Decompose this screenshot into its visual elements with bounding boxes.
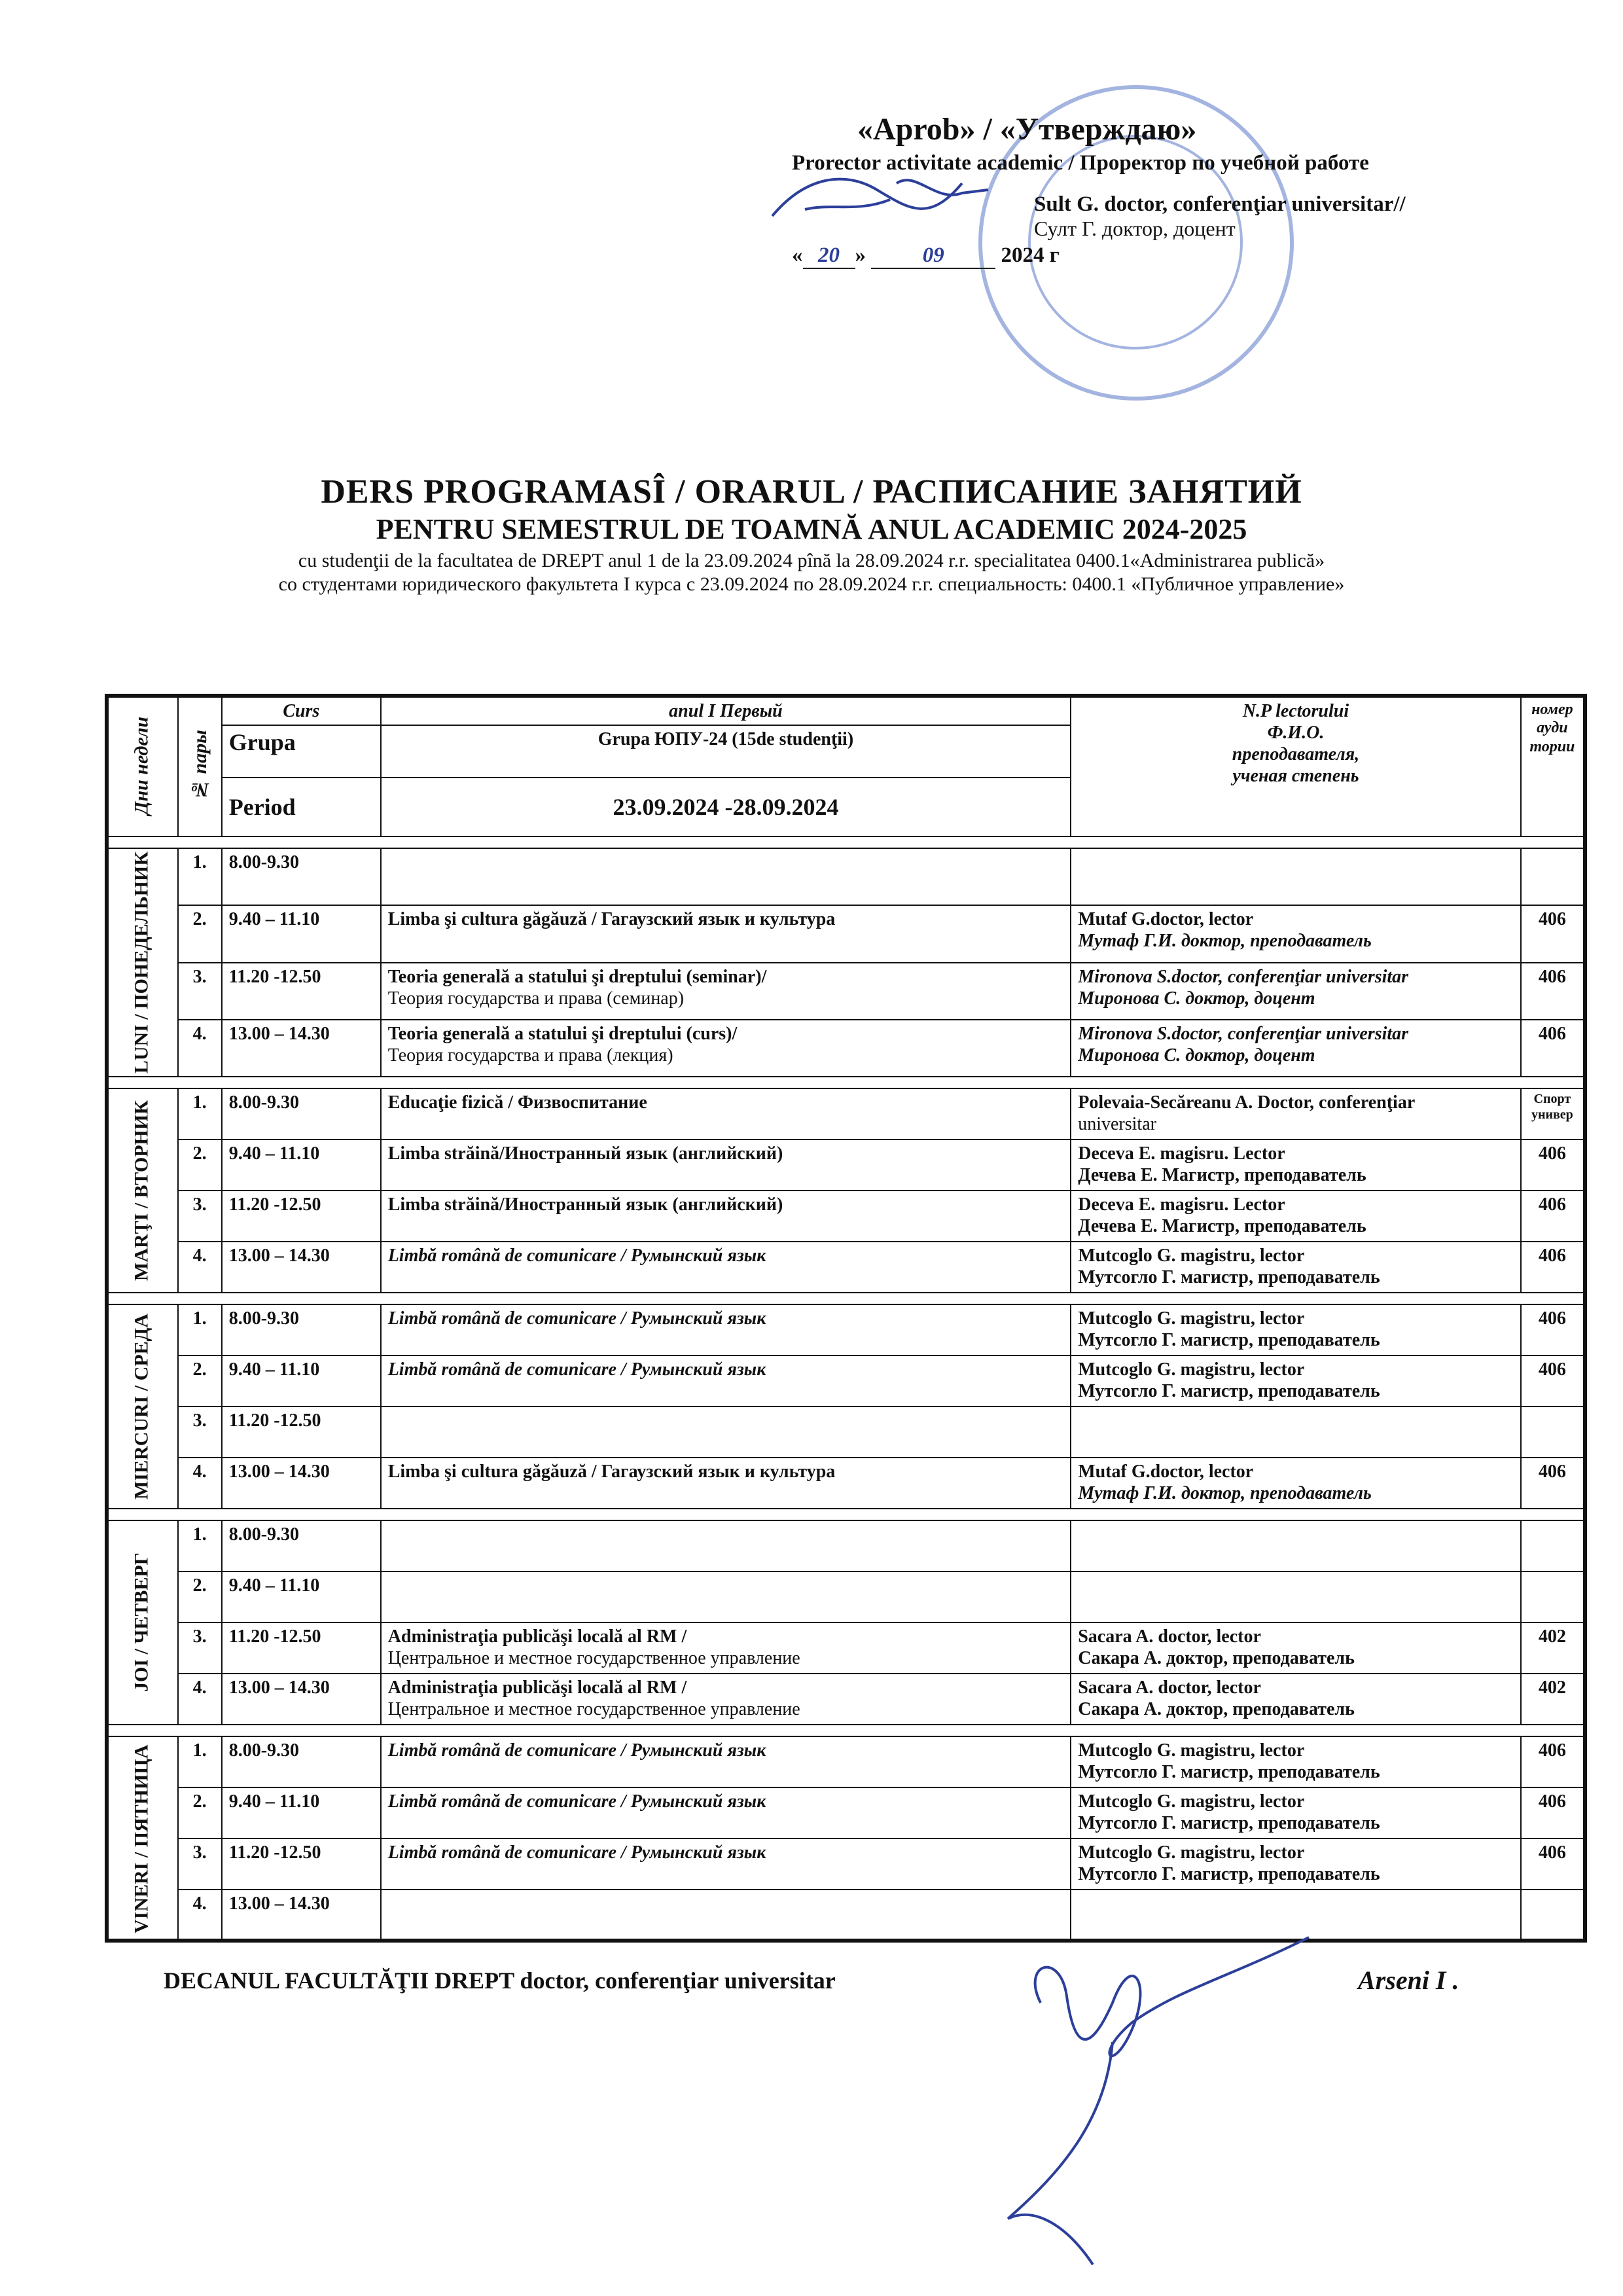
schedule-row — [107, 848, 1585, 905]
lecturer-line-1: Mutcoglo G. magistru, lector — [1078, 1842, 1305, 1863]
room-number — [1521, 1571, 1585, 1623]
schedule-row — [107, 1020, 1585, 1077]
subject-line-1: Limbă română de comunicare / Румынский язык — [387, 1246, 766, 1266]
room-number — [1521, 1520, 1585, 1571]
separator-cell — [107, 1077, 1585, 1088]
pair-time: 8.00-9.30 — [222, 1736, 381, 1787]
lecturer-line-1: Sacara A. doctor, lector — [1078, 1677, 1261, 1698]
lecturer-cell — [1071, 1458, 1521, 1509]
pair-column-header: № пары — [178, 696, 222, 836]
lecturer-header-4: ученая степень — [1232, 766, 1359, 787]
lecturer-cell — [1071, 1520, 1521, 1571]
grupa-label: Grupa — [222, 725, 381, 778]
grupa-value: Grupa ЮПУ-24 (15de studenţii) — [381, 725, 1071, 778]
subject-line-1: Limbă română de comunicare / Румынский язык — [387, 1359, 766, 1380]
lecturer-line-1: Sacara A. doctor, lector — [1078, 1626, 1261, 1647]
lecturer-line-1: Deceva E. magisru. Lector — [1078, 1194, 1285, 1215]
room-header-1: номер — [1531, 701, 1573, 718]
pair-number: 2. — [178, 1571, 222, 1623]
subject-line-1: Limba şi cultura găgăuză / Гагаузский язык и культура — [387, 1462, 836, 1482]
lecturer-line-2: Мутаф Г.И. доктор, преподаватель — [1078, 931, 1372, 952]
pair-number: 2. — [178, 1139, 222, 1191]
subject-cell — [381, 1304, 1071, 1355]
pair-number: 1. — [178, 1736, 222, 1787]
subject-cell — [381, 905, 1071, 962]
subject-line-1: Limba străină/Иностранный язык (английский) — [387, 1143, 783, 1164]
separator-cell — [107, 1293, 1585, 1304]
pair-number: 4. — [178, 1674, 222, 1725]
schedule-row — [107, 963, 1585, 1020]
pair-time: 13.00 – 14.30 — [222, 1020, 381, 1077]
lecturer-line-2: Миронова С. доктор, доцент — [1078, 1045, 1315, 1066]
room-header-2: ауди — [1537, 719, 1568, 737]
lecturer-header-3: преподавателя, — [1232, 744, 1360, 765]
room-number: 406 — [1521, 963, 1585, 1020]
subject-cell — [381, 848, 1071, 905]
room-number: 406 — [1521, 1839, 1585, 1890]
day-separator — [107, 1509, 1585, 1520]
lecturer-cell — [1071, 1623, 1521, 1674]
day-separator — [107, 836, 1585, 848]
pair-time: 11.20 -12.50 — [222, 1623, 381, 1674]
schedule-row — [107, 1623, 1585, 1674]
day-separator — [107, 1077, 1585, 1088]
schedule-table — [105, 694, 1587, 1943]
pair-time: 13.00 – 14.30 — [222, 1890, 381, 1941]
lecturer-header-1: N.P lectorului — [1242, 701, 1349, 721]
room-number: 406 — [1521, 1355, 1585, 1407]
pair-time: 11.20 -12.50 — [222, 1191, 381, 1242]
header-row-curs — [107, 696, 1585, 725]
room-number: 406 — [1521, 1458, 1585, 1509]
lecturer-line-1: Mironova S.doctor, conferenţiar universitar — [1078, 966, 1409, 987]
day-separator — [107, 1725, 1585, 1736]
schedule-row — [107, 1242, 1585, 1293]
lecturer-line-2: Мутcоглo Г. магистр, преподаватель — [1078, 1381, 1380, 1402]
subject-line-1: Limbă română de comunicare / Румынский язык — [387, 1308, 766, 1329]
dean-signature — [982, 1924, 1348, 2291]
subject-cell — [381, 1571, 1071, 1623]
days-column-header: Дни недели — [107, 696, 178, 836]
pair-time: 11.20 -12.50 — [222, 1407, 381, 1458]
lecturer-line-1: Mutcoglo G. magistru, lector — [1078, 1246, 1305, 1266]
lecturer-column-header — [1071, 696, 1521, 836]
date-day: 20 — [803, 243, 855, 269]
room-number — [1521, 1407, 1585, 1458]
period-label: Period — [222, 778, 381, 836]
date-quote-close: » — [855, 243, 866, 267]
period-value: 23.09.2024 -28.09.2024 — [381, 778, 1071, 836]
schedule-row — [107, 1890, 1585, 1941]
approval-position: Prorector activitate academic / Проректор по учебной работе — [792, 151, 1369, 175]
schedule-row — [107, 905, 1585, 962]
pair-time: 13.00 – 14.30 — [222, 1458, 381, 1509]
pair-time: 8.00-9.30 — [222, 1520, 381, 1571]
pair-time: 8.00-9.30 — [222, 848, 381, 905]
approval-name-ru: Султ Г. доктор, доцент — [1034, 217, 1236, 240]
subject-line-1: Teoria generală a statului şi dreptului (curs)/ — [387, 1023, 738, 1044]
subject-cell — [381, 1839, 1071, 1890]
room-number: 406 — [1521, 1139, 1585, 1191]
room-number: 406 — [1521, 1191, 1585, 1242]
subject-cell — [381, 1787, 1071, 1839]
lecturer-line-2: Сакара А. доктор, преподаватель — [1078, 1648, 1355, 1669]
subject-line-2: Теория государства и права (лекция) — [387, 1045, 673, 1066]
schedule-row — [107, 1355, 1585, 1407]
lecturer-line-1: Mutcoglo G. magistru, lector — [1078, 1791, 1305, 1812]
room-number: 406 — [1521, 905, 1585, 962]
pair-number: 4. — [178, 1242, 222, 1293]
pair-time: 9.40 – 11.10 — [222, 905, 381, 962]
title-line-4: со студентами юридического факультета I курса с 23.09.2024 по 28.09.2024 г.г. специальность: 0400.1 «Публичное управление» — [278, 573, 1345, 595]
lecturer-cell — [1071, 1839, 1521, 1890]
lecturer-line-2: Мутcоглo Г. магистр, преподаватель — [1078, 1267, 1380, 1288]
lecturer-header-2: Ф.И.О. — [1267, 723, 1325, 744]
subject-line-1: Administraţia publicăşi locală al RM / — [387, 1626, 687, 1647]
title-line-2: PENTRU SEMESTRUL DE TOAMNĂ ANUL ACADEMIC 2024-2025 — [376, 513, 1247, 545]
lecturer-line-1: Mutcoglo G. magistru, lector — [1078, 1359, 1305, 1380]
title-line-1: DERS PROGRAMASÎ / ORARUL / РАСПИСАНИЕ ЗАНЯТИЙ — [321, 473, 1302, 511]
room-number: 406 — [1521, 1020, 1585, 1077]
lecturer-line-2: Миронова С. доктор, доцент — [1078, 988, 1315, 1009]
room-number: 406 — [1521, 1736, 1585, 1787]
subject-cell — [381, 1088, 1071, 1139]
date-month: 09 — [871, 243, 995, 269]
curs-label: Curs — [222, 696, 381, 725]
lecturer-line-2: Дечева Е. Магистр, преподаватель — [1078, 1165, 1366, 1186]
subject-line-1: Educaţie fizică / Физвоспитание — [387, 1092, 647, 1113]
day-name: VINERI / ПЯТНИЦА — [107, 1736, 178, 1941]
separator-cell — [107, 1509, 1585, 1520]
pair-number: 2. — [178, 1787, 222, 1839]
lecturer-line-1: Mironova S.doctor, conferenţiar universitar — [1078, 1023, 1409, 1044]
room-number: 402 — [1521, 1674, 1585, 1725]
pair-number: 1. — [178, 848, 222, 905]
pair-time: 13.00 – 14.30 — [222, 1242, 381, 1293]
lecturer-line-2: Мутcоглo Г. магистр, преподаватель — [1078, 1330, 1380, 1351]
lecturer-cell — [1071, 1674, 1521, 1725]
pair-time: 8.00-9.30 — [222, 1304, 381, 1355]
lecturer-line-2: Мутcоглo Г. магистр, преподаватель — [1078, 1813, 1380, 1834]
day-name: JOI / ЧЕТВЕРГ — [107, 1520, 178, 1725]
lecturer-line-1: Polevaia-Secăreanu A. Doctor, conferenţiar — [1078, 1092, 1416, 1113]
pair-time: 8.00-9.30 — [222, 1088, 381, 1139]
lecturer-cell — [1071, 1139, 1521, 1191]
pair-number: 4. — [178, 1020, 222, 1077]
lecturer-cell — [1071, 1787, 1521, 1839]
pair-time: 9.40 – 11.10 — [222, 1571, 381, 1623]
approval-name-ro: Sult G. doctor, conferenţiar universitar// — [1034, 192, 1406, 216]
lecturer-cell — [1071, 1191, 1521, 1242]
subject-cell — [381, 1191, 1071, 1242]
separator-cell — [107, 1725, 1585, 1736]
room-number: 406 — [1521, 1304, 1585, 1355]
lecturer-cell — [1071, 1407, 1521, 1458]
room-number: 406 — [1521, 1242, 1585, 1293]
subject-cell — [381, 1458, 1071, 1509]
subject-line-1: Administraţia publicăşi locală al RM / — [387, 1677, 687, 1698]
subject-cell — [381, 1242, 1071, 1293]
subject-cell — [381, 1355, 1071, 1407]
room-header-3: тории — [1529, 738, 1575, 755]
dean-name: Arseni I . — [1358, 1965, 1459, 1995]
schedule-row — [107, 1839, 1585, 1890]
subject-cell — [381, 1623, 1071, 1674]
pair-number: 4. — [178, 1458, 222, 1509]
schedule-row — [107, 1736, 1585, 1787]
lecturer-line-1: Mutcoglo G. magistru, lector — [1078, 1740, 1305, 1761]
pair-number: 1. — [178, 1520, 222, 1571]
day-name: MARŢI / ВТОРНИК — [107, 1088, 178, 1293]
date-year: 2024 г — [1001, 243, 1060, 267]
pair-time: 9.40 – 11.10 — [222, 1355, 381, 1407]
lecturer-line-2: Мутcоглo Г. магистр, преподаватель — [1078, 1762, 1380, 1783]
pair-number: 2. — [178, 1355, 222, 1407]
pair-number: 2. — [178, 905, 222, 962]
lecturer-cell — [1071, 1355, 1521, 1407]
lecturer-line-2: Мутcоглo Г. магистр, преподаватель — [1078, 1864, 1380, 1885]
subject-line-1: Teoria generală a statului şi dreptului (seminar)/ — [387, 966, 767, 987]
pair-number: 1. — [178, 1088, 222, 1139]
room-number: Спорт универ — [1521, 1088, 1585, 1139]
approval-title: «Aprob» / «Утверждаю» — [857, 112, 1197, 147]
lecturer-cell — [1071, 848, 1521, 905]
pair-number: 3. — [178, 963, 222, 1020]
subject-line-1: Limbă română de comunicare / Румынский язык — [387, 1842, 766, 1863]
curs-value: anul I Первый — [381, 696, 1071, 725]
lecturer-cell — [1071, 1088, 1521, 1139]
subject-line-2: Центральное и местное государственное управление — [387, 1648, 800, 1669]
schedule-row — [107, 1139, 1585, 1191]
lecturer-cell — [1071, 1571, 1521, 1623]
dean-line: DECANUL FACULTĂŢII DREPT doctor, conferenţiar universitar — [164, 1967, 836, 1994]
room-number — [1521, 1890, 1585, 1941]
pair-time: 9.40 – 11.10 — [222, 1787, 381, 1839]
pair-time: 9.40 – 11.10 — [222, 1139, 381, 1191]
document-titles — [0, 473, 1623, 596]
pair-number: 1. — [178, 1304, 222, 1355]
subject-line-2: Центральное и местное государственное управление — [387, 1699, 800, 1720]
pair-time: 11.20 -12.50 — [222, 963, 381, 1020]
lecturer-cell — [1071, 1020, 1521, 1077]
room-number: 406 — [1521, 1787, 1585, 1839]
day-name: MIERCURI / СРЕДА — [107, 1304, 178, 1509]
day-name: LUNI / ПОНЕДЕЛЬНИК — [107, 848, 178, 1077]
subject-line-1: Limbă română de comunicare / Румынский язык — [387, 1791, 766, 1812]
lecturer-line-2: Мутаф Г.И. доктор, преподаватель — [1078, 1483, 1372, 1504]
title-line-3: cu studenţii de la facultatea de DREPT anul 1 de la 23.09.2024 pînă la 28.09.2024 r.r. specialitatea 0400.1«Administrarea publică» — [298, 550, 1325, 571]
subject-cell — [381, 963, 1071, 1020]
lecturer-line-1: Deceva E. magisru. Lector — [1078, 1143, 1285, 1164]
approval-date — [792, 243, 1544, 269]
schedule-row — [107, 1520, 1585, 1571]
room-column-header — [1521, 696, 1585, 836]
pair-time: 11.20 -12.50 — [222, 1839, 381, 1890]
lecturer-cell — [1071, 905, 1521, 962]
pair-number: 3. — [178, 1191, 222, 1242]
pair-number: 4. — [178, 1890, 222, 1941]
subject-cell — [381, 1520, 1071, 1571]
pair-number: 3. — [178, 1839, 222, 1890]
lecturer-cell — [1071, 963, 1521, 1020]
subject-cell — [381, 1890, 1071, 1941]
day-separator — [107, 1293, 1585, 1304]
lecturer-cell — [1071, 1736, 1521, 1787]
subject-cell — [381, 1736, 1071, 1787]
room-number: 402 — [1521, 1623, 1585, 1674]
pair-number: 3. — [178, 1407, 222, 1458]
date-quote-open: « — [792, 243, 803, 267]
lecturer-line-2: universitar — [1078, 1114, 1156, 1135]
schedule-row — [107, 1191, 1585, 1242]
schedule-row — [107, 1571, 1585, 1623]
lecturer-line-1: Mutaf G.doctor, lector — [1078, 1462, 1254, 1482]
schedule-row — [107, 1407, 1585, 1458]
lecturer-line-1: Mutaf G.doctor, lector — [1078, 909, 1254, 930]
lecturer-line-2: Сакара А. доктор, преподаватель — [1078, 1699, 1355, 1720]
subject-line-1: Limbă română de comunicare / Румынский язык — [387, 1740, 766, 1761]
schedule-row — [107, 1787, 1585, 1839]
subject-cell — [381, 1020, 1071, 1077]
schedule-row — [107, 1304, 1585, 1355]
lecturer-cell — [1071, 1304, 1521, 1355]
subject-line-1: Limba şi cultura găgăuză / Гагаузский язык и культура — [387, 909, 836, 930]
subject-cell — [381, 1139, 1071, 1191]
subject-line-1: Limba străină/Иностранный язык (английский) — [387, 1194, 783, 1215]
separator-cell — [107, 836, 1585, 848]
pair-time: 13.00 – 14.30 — [222, 1674, 381, 1725]
subject-cell — [381, 1674, 1071, 1725]
lecturer-line-2: Дечева Е. Магистр, преподаватель — [1078, 1216, 1366, 1237]
room-number — [1521, 848, 1585, 905]
lecturer-cell — [1071, 1242, 1521, 1293]
pair-number: 3. — [178, 1623, 222, 1674]
lecturer-line-1: Mutcoglo G. magistru, lector — [1078, 1308, 1305, 1329]
subject-cell — [381, 1407, 1071, 1458]
schedule-row — [107, 1458, 1585, 1509]
schedule-row — [107, 1088, 1585, 1139]
approval-block — [792, 111, 1544, 269]
schedule-row — [107, 1674, 1585, 1725]
subject-line-2: Теория государства и права (семинар) — [387, 988, 685, 1009]
